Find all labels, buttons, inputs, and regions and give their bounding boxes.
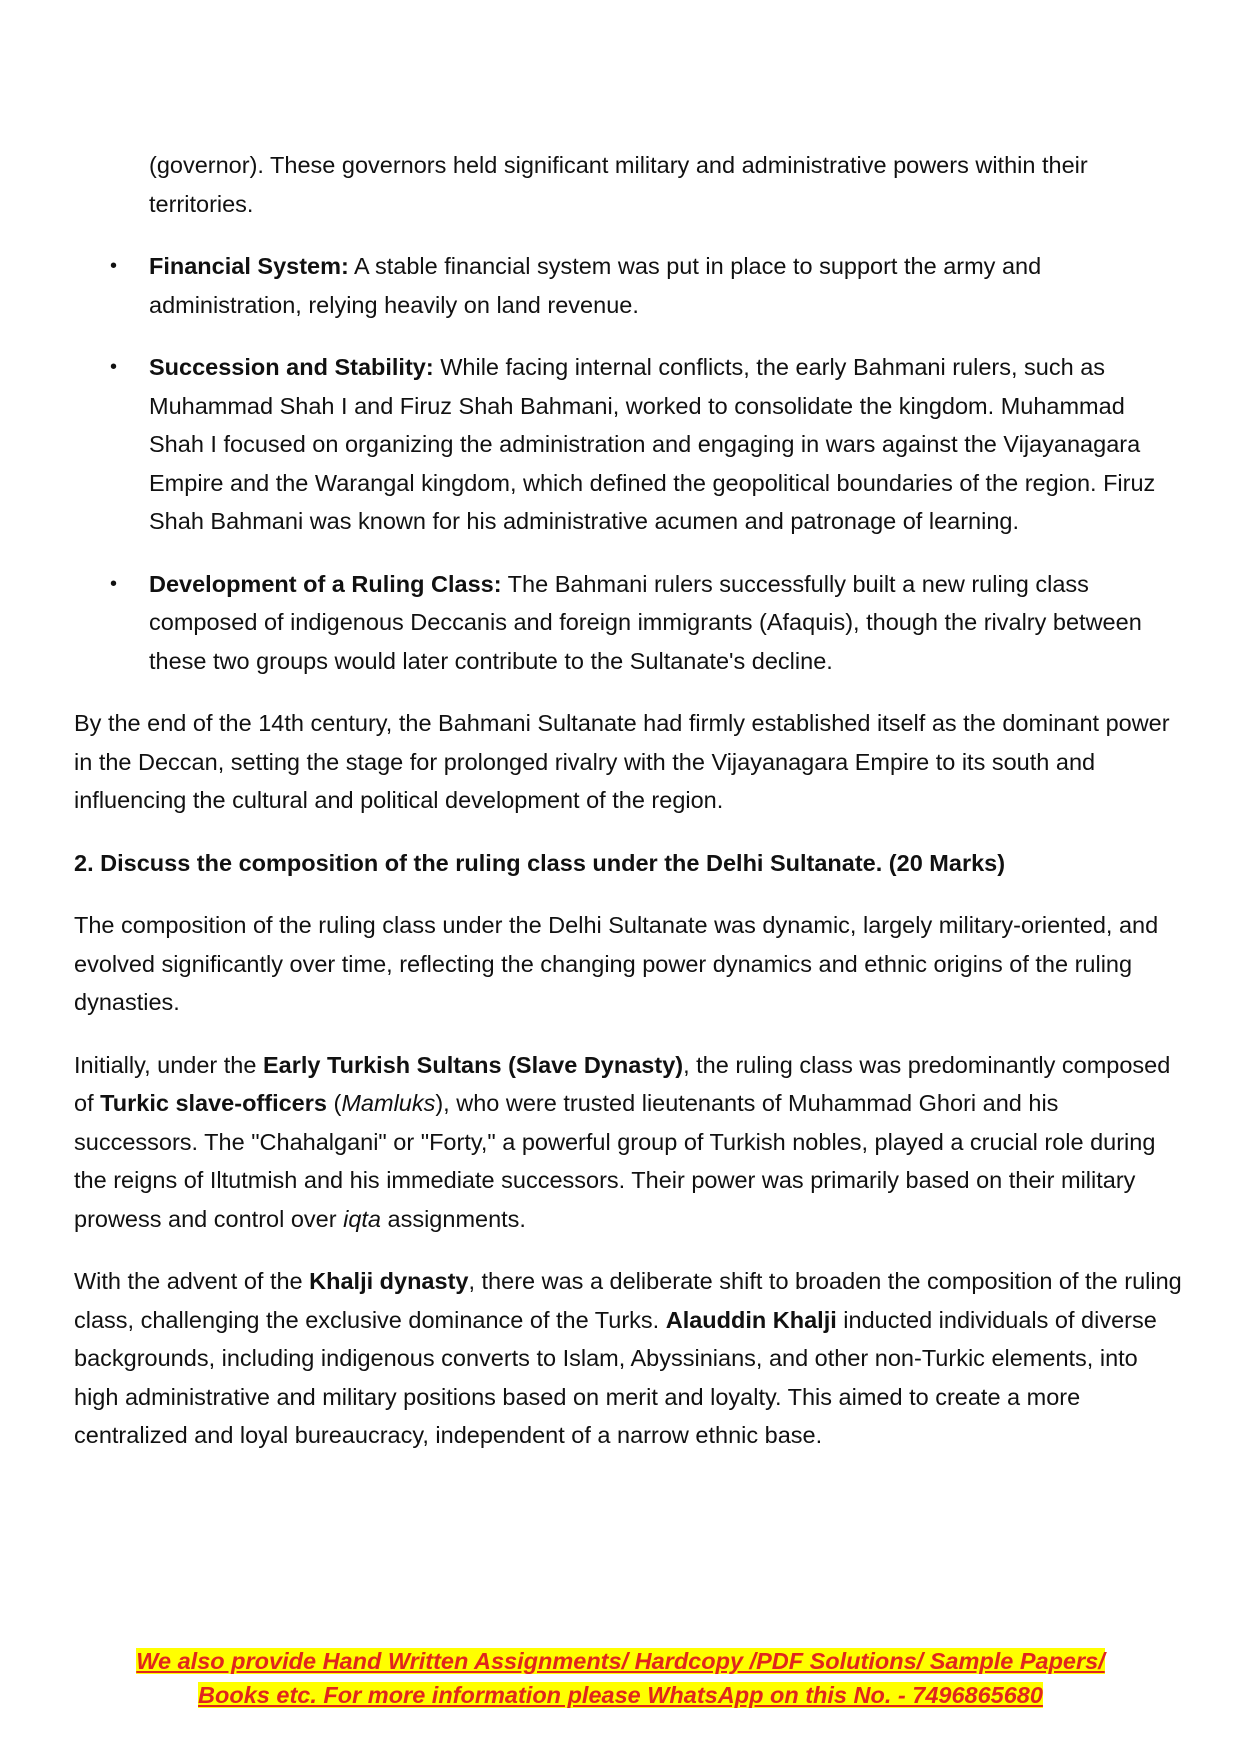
italic-run: iqta [343, 1205, 381, 1232]
text-run: Initially, under the [74, 1051, 263, 1078]
footer-line-2: Books etc. For more information please WhatsApp on this No. - 7496865680 [198, 1682, 1043, 1708]
question-heading: 2. Discuss the composition of the ruling class under the Delhi Sultanate. (20 Marks) [74, 849, 1006, 876]
continuation-text: (governor). These governors held significant military and administrative powers within their territories. [149, 152, 1088, 217]
khalji-paragraph [74, 1262, 1184, 1455]
bold-run: Turkic slave-officers [100, 1090, 327, 1116]
text-run: inducted individuals of diverse backgrounds, including indigenous converts to Islam, Abyssinians, and other non-Turkic elements, into high administrative and military positions based on merit and loyalty. This aimed to create a more centralized and loyal bureaucracy, independent of a narrow ethnic base. [74, 1306, 1157, 1448]
bullet-text: A stable financial system was put in place to support the army and administration, relying heavily on land revenue. [149, 253, 1042, 318]
bullet-icon: • [110, 356, 118, 378]
text-run: ( [326, 1090, 342, 1116]
text-run: ), who were trusted lieutenants of Muhammad Ghori and his successors. The "Chahalgani" or "Forty," a powerful group of Turkish nobles, played a crucial role during the reigns of Iltutmish and his immediate successors. Their power was primarily based on their military prowess and control over [74, 1090, 1156, 1232]
page-content [74, 146, 1184, 1479]
promo-footer [0, 1644, 1241, 1712]
italic-run: Mamluks [341, 1090, 436, 1116]
bullet-icon: • [110, 255, 118, 277]
bold-run: Alauddin Khalji [665, 1306, 837, 1333]
slave-dynasty-paragraph [74, 1046, 1184, 1239]
text-run: , there was a deliberate shift to broaden the composition of the ruling class, challenging the exclusive dominance of the Turks. [74, 1268, 1182, 1333]
bullet-text: The Bahmani rulers successfully built a new ruling class composed of indigenous Deccanis and foreign immigrants (Afaquis), though the rivalry between these two groups would later contribute to the Sultanate's decline. [149, 570, 1142, 674]
text-run: With the advent of the [74, 1268, 310, 1294]
bullet-title: Development of a Ruling Class: [149, 570, 502, 597]
bullet-icon: • [110, 572, 118, 595]
text-run: assignments. [380, 1205, 526, 1232]
bullet-title: Financial System: [149, 253, 349, 279]
text-run: , the ruling class was predominantly composed of [74, 1051, 1171, 1116]
list-item [74, 247, 1184, 324]
bullet-list [74, 247, 1184, 680]
list-item [74, 348, 1184, 541]
bullet-text: While facing internal conflicts, the early Bahmani rulers, such as Muhammad Shah I and Firuz Shah Bahmani, worked to consolidate the kingdom. Muhammad Shah I focused on organizing the administration and engaging in wars against the Vijayanagara Empire and the Warangal kingdom, which defined the geopolitical boundaries of the region. Firuz Shah Bahmani was known for his administrative acumen and patronage of learning. [149, 354, 1156, 534]
conclusion-paragraph: By the end of the 14th century, the Bahmani Sultanate had firmly established itself as the dominant power in the Deccan, setting the stage for prolonged rivalry with the Vijayanagara Empire to its south and influencing the cultural and political development of the region. [74, 710, 1170, 813]
list-item [74, 565, 1184, 681]
bold-run: Early Turkish Sultans (Slave Dynasty) [262, 1051, 684, 1078]
bullet-title: Succession and Stability: [149, 354, 434, 380]
intro-paragraph: The composition of the ruling class under the Delhi Sultanate was dynamic, largely military-oriented, and evolved significantly over time, reflecting the changing power dynamics and ethnic origins of the ruling dynasties. [74, 912, 1159, 1015]
footer-line-1: We also provide Hand Written Assignments/ Hardcopy /PDF Solutions/ Sample Papers/ [136, 1648, 1105, 1674]
bold-run: Khalji dynasty [309, 1268, 469, 1294]
